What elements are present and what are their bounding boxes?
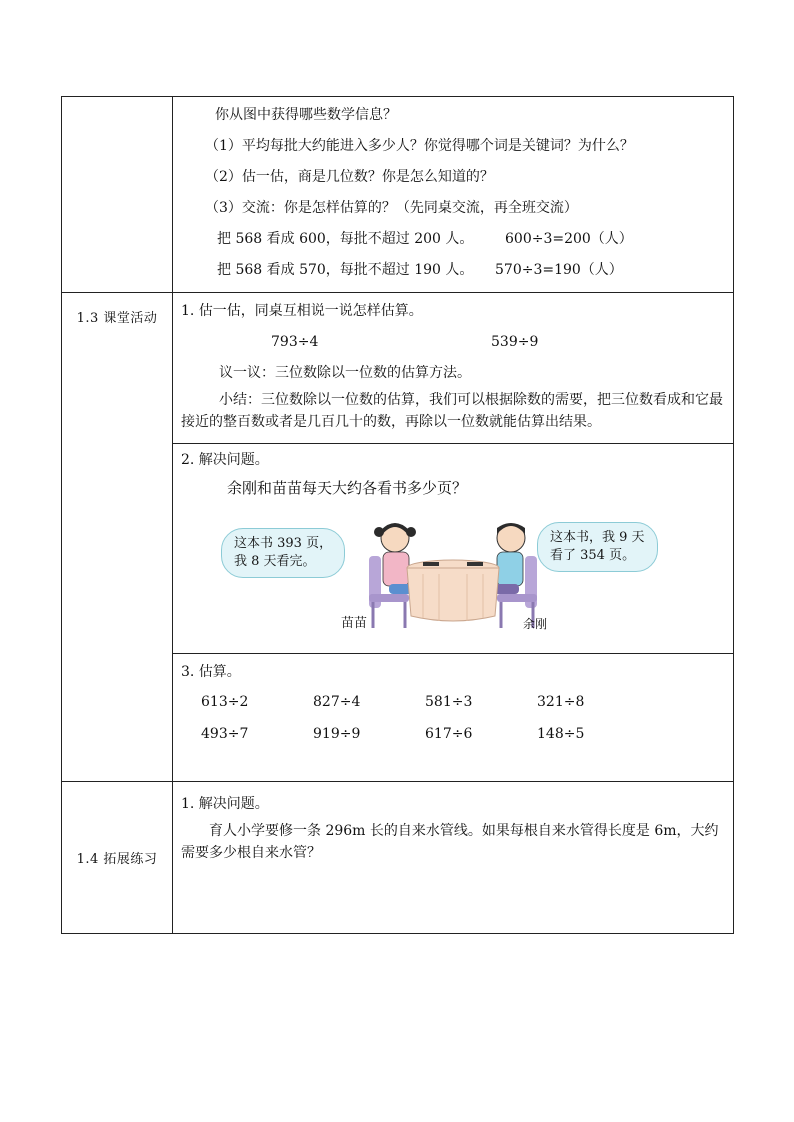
discussion-text: 议一议：三位数除以一位数的估算方法。 [219,365,471,381]
expression-row [181,332,723,352]
content-cell [173,293,734,444]
table-with-cloth [407,560,499,621]
expression: 539÷9 [491,334,539,350]
problem-text: 育人小学要修一条 296m 长的自来水管线。如果每根自来水管得长度是 6m，大约需要多少根自来水管？ [181,823,719,861]
expression: 827÷4 [313,694,361,710]
expression: 613÷2 [201,694,249,710]
item-title: 1. 解决问题。 [181,796,269,812]
expression: 148÷5 [537,726,585,742]
name-label-right: 余刚 [523,617,548,631]
bubble-text: 这本书 393 页， [234,536,333,551]
table-row [62,97,734,293]
expression: 793÷4 [271,334,319,350]
table-row [62,782,734,934]
question-line: （2）估一估，商是几位数？你是怎么知道的？ [205,169,494,185]
expression: 617÷6 [425,726,473,742]
content-cell [173,97,734,293]
row-label: 1.4 拓展练习 [62,782,173,934]
item-title: 2. 解决问题。 [181,452,269,468]
question-line: （3）交流：你是怎样估算的？（先同桌交流，再全班交流） [205,200,578,216]
calc-line [181,229,723,249]
expression: 581÷3 [425,694,473,710]
calc-text: 把 568 看成 600，每批不超过 200 人。 [217,231,474,247]
expression: 493÷7 [201,726,249,742]
table-row [62,293,734,444]
question-line: 你从图中获得哪些数学信息？ [215,107,397,123]
content-cell [173,654,734,782]
summary-text: 小结：三位数除以一位数的估算，我们可以根据除数的需要，把三位数看成和它最接近的整百数或者是几百几十的数，再除以一位数就能估算出结果。 [181,392,723,430]
bubble-text: 我 8 天看完。 [234,554,316,569]
row-label: 1.3 课堂活动 [62,293,173,782]
lesson-plan-table [61,96,734,934]
calc-expression: 600÷3=200（人） [505,231,633,247]
row-label [62,97,173,293]
item-title: 3. 估算。 [181,664,241,680]
illustration-title: 余刚和苗苗每天大约各看书多少页？ [227,479,468,497]
question-line: （1）平均每批大约能进入多少人？你觉得哪个词是关键词？为什么？ [205,138,634,154]
speech-bubble-left [221,528,345,578]
content-cell [173,444,734,654]
name-label-left: 苗苗 [341,616,368,631]
item-title: 1. 估一估，同桌互相说一说怎样估算。 [181,303,423,319]
expression: 919÷9 [313,726,361,742]
bubble-text: 看了 354 页。 [550,548,636,563]
estimation-grid [181,692,723,744]
speech-bubble-right [537,522,658,572]
expression: 321÷8 [537,694,585,710]
bubble-text: 这本书，我 9 天 [550,530,645,545]
content-cell [173,782,734,934]
calc-expression: 570÷3=190（人） [495,262,623,278]
calc-text: 把 568 看成 570，每批不超过 190 人。 [217,262,474,278]
calc-line [181,260,723,280]
